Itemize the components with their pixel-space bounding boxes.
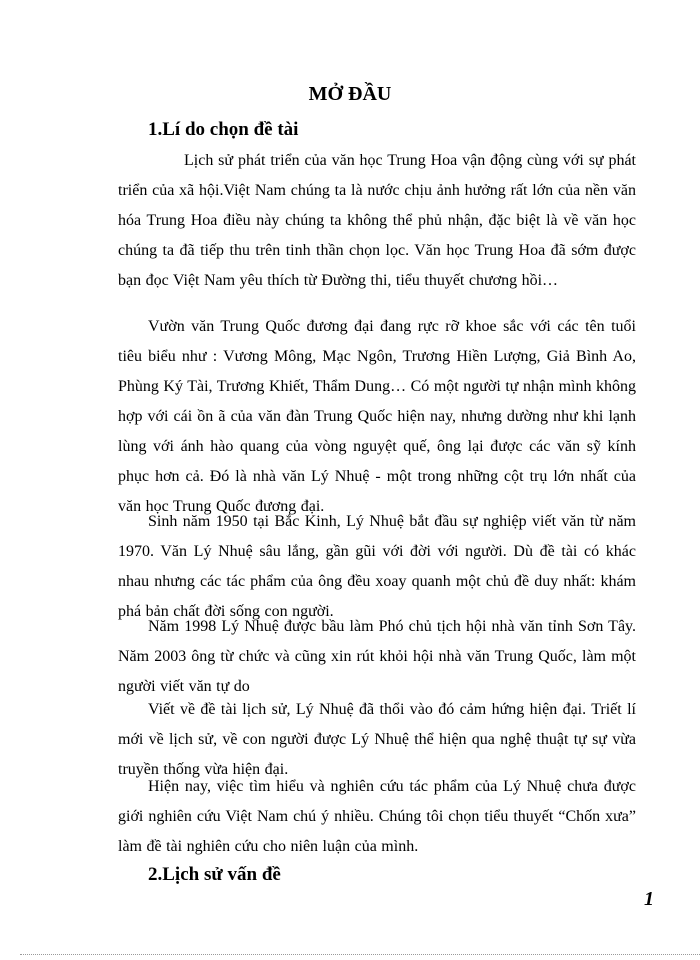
paragraph-3: Sinh năm 1950 tại Bắc Kinh, Lý Nhuệ bắt đầu sự nghiệp viết văn từ năm 1970. Văn Lý Nhuệ sâu lắng, gần gũi với đời với người. Dù đề tài có khác nhau nhưng các tác phẩm của ông đều xoay quanh một chủ đề duy nhất: khám phá bản chất đời sống con người. [118,513,636,620]
paragraph-5: Viết về đề tài lịch sử, Lý Nhuệ đã thổi vào đó cảm hứng hiện đại. Triết lí mới về lịch sử, về con người được Lý Nhuệ thể hiện qua nghệ thuật tự sự vừa truyền thống vừa hiện đại. [118,701,636,778]
section-heading-2: 2.Lịch sử vấn đề [148,864,281,885]
paragraph-4: Năm 1998 Lý Nhuệ được bầu làm Phó chủ tịch hội nhà văn tỉnh Sơn Tây. Năm 2003 ông từ chức và cũng xin rút khỏi hội nhà văn Trung Quốc, làm một người viết văn tự do [118,618,636,695]
bottom-divider [20,954,700,955]
section-heading-1: 1.Lí do chọn đề tài [148,119,299,140]
page-number: 1 [644,888,654,910]
paragraph-2: Vườn văn Trung Quốc đương đại đang rực rỡ khoe sắc với các tên tuổi tiêu biểu như : Vương Mông, Mạc Ngôn, Trương Hiền Lượng, Giả Bình Ao, Phùng Ký Tài, Trương Khiết, Thẩm Dung… Có một người tự nhận mình không hợp với cái ồn ã của văn đàn Trung Quốc hiện nay, nhưng dường như khi lạnh lùng với ánh hào quang của vòng nguyệt quế, ông lại được các văn sỹ kính phục hơn cả. Đó là nhà văn Lý Nhuệ - một trong những cột trụ lớn nhất của văn học Trung Quốc đương đại. [118,318,636,515]
page-title: MỞ ĐẦU [308,83,392,105]
paragraph-1: Lịch sử phát triển của văn học Trung Hoa vận động cùng với sự phát triển của xã hội.Việt Nam chúng ta là nước chịu ảnh hưởng rất lớn của nền văn hóa Trung Hoa điều này chúng ta không thể phủ nhận, đặc biệt là về văn học chúng ta đã tiếp thu trên tinh thần chọn lọc. Văn học Trung Hoa đã sớm được bạn đọc Việt Nam yêu thích từ Đường thi, tiểu thuyết chương hồi… [118,152,636,289]
paragraph-6: Hiện nay, việc tìm hiểu và nghiên cứu tác phẩm của Lý Nhuệ chưa được giới nghiên cứu Việt Nam chú ý nhiều. Chúng tôi chọn tiểu thuyết “Chốn xưa” làm đề tài nghiên cứu cho niên luận của mình. [118,778,636,855]
